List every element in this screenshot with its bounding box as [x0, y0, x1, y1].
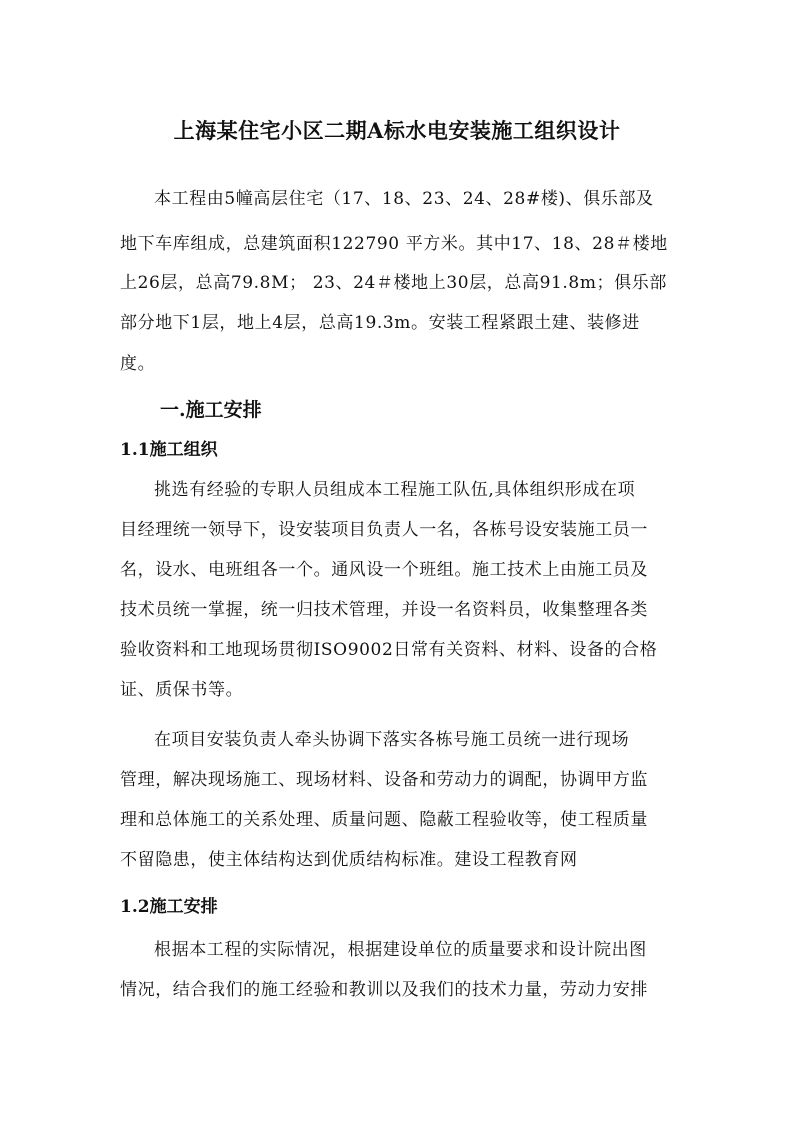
document-title: 上海某住宅小区二期A标水电安装施工组织设计 [173, 118, 621, 143]
intro-line-3: 上26层，总高79.8M； 23、24＃楼地上30层，总高91.8m；俱乐部 [120, 273, 667, 293]
section-1-heading: 一.施工安排 [160, 399, 262, 421]
s11-p2-line-4: 不留隐患，使主体结构达到优质结构标准。建设工程教育网 [120, 850, 578, 870]
s11-p1-line-5: 验收资料和工地现场贯彻ISO9002日常有关资料、材料、设备的合格 [120, 640, 658, 660]
s11-p2-line-2: 管理，解决现场施工、现场材料、设备和劳动力的调配，协调甲方监 [120, 770, 648, 790]
s11-p2-line-3: 理和总体施工的关系处理、质量问题、隐蔽工程验收等，使工程质量 [120, 810, 648, 830]
section-1-2-heading: 1.2施工安排 [120, 897, 218, 917]
s11-p1-line-2: 目经理统一领导下，设安装项目负责人一名，各栋号设安装施工员一 [120, 520, 648, 540]
intro-line-2: 地下车库组成，总建筑面积122790 平方米。其中17、18、28＃楼地 [120, 234, 668, 254]
s11-p1-line-3: 名，设水、电班组各一个。通风设一个班组。施工技术上由施工员及 [120, 560, 648, 580]
s11-p1-line-6: 证、质保书等。 [120, 680, 244, 700]
s11-p1-line-4: 技术员统一掌握，统一归技术管理，并设一名资料员，收集整理各类 [120, 600, 648, 620]
intro-line-5: 度。 [120, 354, 156, 374]
section-1-1-heading: 1.1施工组织 [120, 440, 218, 460]
intro-line-4: 部分地下1层，地上4层，总高19.3m。安装工程紧跟土建、装修进 [120, 313, 640, 333]
s12-p1-line-2: 情况，结合我们的施工经验和教训以及我们的技术力量，劳动力安排 [120, 980, 648, 1000]
intro-line-1: 本工程由5幢高层住宅（17、18、23、24、28#楼)、俱乐部及 [154, 189, 654, 209]
s11-p1-line-1: 挑选有经验的专职人员组成本工程施工队伍,具体组织形成在项 [154, 480, 636, 500]
s11-p2-line-1: 在项目安装负责人牵头协调下落实各栋号施工员统一进行现场 [154, 730, 630, 750]
s12-p1-line-1: 根据本工程的实际情况，根据建设单位的质量要求和设计院出图 [154, 940, 647, 960]
